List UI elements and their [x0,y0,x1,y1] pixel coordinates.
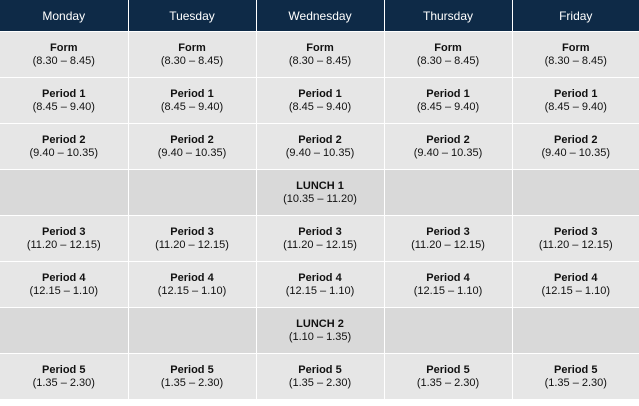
timetable-cell-friday [512,78,639,124]
period-time: (1.35 – 2.30) [160,376,224,389]
period-name: Period 3 [426,225,470,238]
period-name: Form [178,41,206,54]
period-name: Period 3 [170,225,214,238]
period-name: Period 2 [298,133,342,146]
period-row [0,354,639,400]
timetable-cell-wednesday [256,262,384,308]
timetable-cell-monday [0,216,128,262]
period-name: Period 5 [170,363,214,376]
timetable-cell-wednesday [256,308,384,354]
period-time: (8.30 – 8.45) [160,54,224,67]
day-header-wednesday: Wednesday [256,0,384,32]
period-name: Period 4 [426,271,470,284]
period-time: (8.30 – 8.45) [544,54,607,67]
period-row [0,124,639,170]
period-name: Period 2 [426,133,470,146]
timetable-cell-monday [0,170,128,216]
timetable-cell-thursday [384,32,512,78]
period-time: (12.15 – 1.10) [541,284,610,297]
period-name: Period 5 [426,363,470,376]
period-name: Period 1 [170,87,214,100]
period-name: Period 4 [554,271,598,284]
timetable-cell-tuesday [128,308,256,354]
period-time: (8.45 – 9.40) [288,100,352,113]
day-header-tuesday: Tuesday [128,0,256,32]
period-time: (12.15 – 1.10) [285,284,355,297]
day-header-monday: Monday [0,0,128,32]
period-name: Period 2 [42,133,86,146]
period-row [0,78,639,124]
period-name: Period 4 [170,271,214,284]
timetable-cell-wednesday [256,32,384,78]
timetable-cell-monday [0,354,128,400]
timetable-cell-monday [0,124,128,170]
timetable-cell-thursday [384,354,512,400]
period-name: Period 1 [554,87,598,100]
period-time: (8.45 – 9.40) [160,100,224,113]
period-name: Form [562,41,590,54]
period-time: (9.40 – 10.35) [285,146,355,159]
timetable-cell-wednesday [256,124,384,170]
period-time: (11.20 – 12.15) [26,238,101,251]
period-time: (12.15 – 1.10) [413,284,483,297]
period-time: (8.30 – 8.45) [32,54,95,67]
timetable-cell-wednesday [256,216,384,262]
timetable-cell-tuesday [128,124,256,170]
timetable-cell-tuesday [128,262,256,308]
timetable-cell-monday [0,78,128,124]
lunch-time: (1.10 – 1.35) [288,330,352,343]
period-name: Period 4 [42,271,86,284]
timetable-cell-friday [512,354,639,400]
period-time: (12.15 – 1.10) [157,284,227,297]
period-row [0,262,639,308]
lunch-name: LUNCH 2 [296,317,344,330]
lunch-row [0,308,639,354]
period-time: (11.20 – 12.15) [411,238,485,251]
period-time: (1.35 – 2.30) [416,376,480,389]
period-time: (8.30 – 8.45) [416,54,480,67]
period-time: (9.40 – 10.35) [413,146,483,159]
period-name: Period 5 [298,363,342,376]
period-name: Period 1 [42,87,86,100]
period-time: (1.35 – 2.30) [32,376,95,389]
day-header-row [0,0,639,32]
day-header-thursday: Thursday [384,0,512,32]
timetable-cell-monday [0,32,128,78]
period-name: Form [50,41,78,54]
period-name: Form [434,41,462,54]
period-name: Period 2 [554,133,598,146]
period-name: Period 1 [426,87,470,100]
timetable-cell-monday [0,308,128,354]
timetable-cell-wednesday [256,354,384,400]
period-time: (11.20 – 12.15) [283,238,357,251]
period-name: Period 3 [42,225,86,238]
period-time: (9.40 – 10.35) [541,146,610,159]
timetable-cell-thursday [384,262,512,308]
day-header-friday: Friday [512,0,639,32]
period-name: Period 4 [298,271,342,284]
timetable-cell-thursday [384,78,512,124]
timetable-body [0,32,639,400]
period-time: (1.35 – 2.30) [288,376,352,389]
period-time: (8.45 – 9.40) [32,100,95,113]
timetable-cell-monday [0,262,128,308]
period-time: (9.40 – 10.35) [29,146,98,159]
timetable-cell-friday [512,308,639,354]
period-row [0,216,639,262]
timetable-cell-thursday [384,308,512,354]
period-name: Period 5 [554,363,598,376]
lunch-row [0,170,639,216]
period-time: (11.20 – 12.15) [155,238,229,251]
period-name: Period 5 [42,363,86,376]
period-time: (12.15 – 1.10) [29,284,98,297]
timetable-cell-tuesday [128,170,256,216]
lunch-name: LUNCH 1 [296,179,344,192]
period-time: (8.30 – 8.45) [288,54,352,67]
timetable-cell-tuesday [128,354,256,400]
lunch-time: (10.35 – 11.20) [283,192,357,205]
period-time: (8.45 – 9.40) [544,100,607,113]
timetable-cell-friday [512,32,639,78]
period-name: Period 2 [170,133,214,146]
timetable-cell-thursday [384,170,512,216]
period-row [0,32,639,78]
period-name: Period 1 [298,87,342,100]
timetable-cell-friday [512,262,639,308]
timetable-cell-tuesday [128,216,256,262]
period-time: (9.40 – 10.35) [157,146,227,159]
period-time: (8.45 – 9.40) [416,100,480,113]
period-name: Period 3 [298,225,342,238]
timetable-cell-tuesday [128,78,256,124]
timetable-cell-thursday [384,124,512,170]
timetable-cell-wednesday [256,170,384,216]
period-time: (11.20 – 12.15) [538,238,613,251]
period-name: Period 3 [554,225,598,238]
timetable-cell-tuesday [128,32,256,78]
timetable-cell-friday [512,170,639,216]
timetable-cell-friday [512,124,639,170]
period-name: Form [306,41,334,54]
timetable-cell-thursday [384,216,512,262]
timetable-cell-wednesday [256,78,384,124]
timetable-cell-friday [512,216,639,262]
period-time: (1.35 – 2.30) [544,376,607,389]
